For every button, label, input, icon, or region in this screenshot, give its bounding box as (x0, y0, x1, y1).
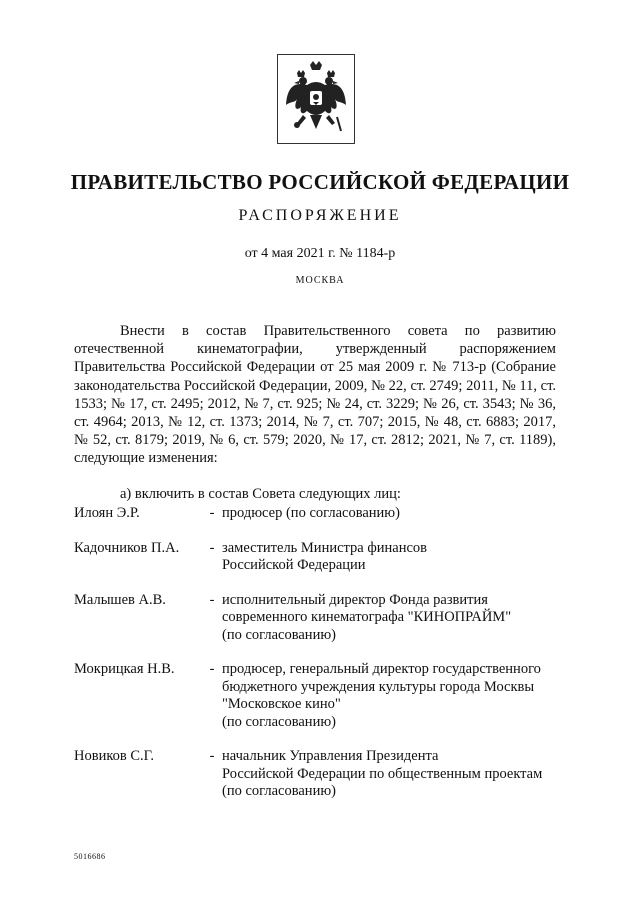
role-line: Российской Федерации по общественным проектам (222, 765, 543, 782)
role-line: (по согласованию) (222, 626, 336, 643)
person-row (74, 748, 574, 801)
person-role (220, 661, 574, 731)
role-line: продюсер (по согласованию) (222, 505, 400, 521)
role-line: бюджетного учреждения культуры города Москвы (222, 678, 535, 695)
person-name: Малышев А.В. (74, 591, 166, 608)
role-line: начальник Управления Президента (222, 748, 439, 764)
role-line: продюсер, генеральный директор государственного (222, 661, 541, 677)
person-role (220, 540, 574, 575)
subclause-a: а) включить в состав Совета следующих лиц: (120, 486, 401, 502)
role-line: заместитель Министра финансов (222, 539, 427, 556)
role-line: "Московское кино" (222, 696, 341, 712)
person-row (74, 592, 574, 645)
role-line: (по согласованию) (222, 783, 336, 799)
person-name: Мокрицкая Н.В. (74, 661, 175, 677)
person-row (74, 661, 574, 731)
role-line: исполнительный директор Фонда развития (222, 591, 488, 608)
dash-separator: - (209, 661, 215, 677)
role-line: Российской Федерации (222, 557, 366, 573)
document-type: РАСПОРЯЖЕНИЕ (238, 207, 402, 224)
person-role (220, 592, 574, 645)
person-name: Илоян Э.Р. (74, 505, 140, 521)
order-intro-paragraph: Внести в состав Правительственного совета по развитию отечественной кинематографии, утвержденный распоряжением Правительства Российской Федерации от 25 мая 2009 г. № 713-р (Собрание законодательства Российской Федерации, 2009, № 22, ст. 2749; 2011, № 11, ст. 1533; № 17, ст. 2495; 2012, № 7, ст. 925; № 24, ст. 3229; № 26, ст. 3543; № 36, ст. 4964; 2013, № 12, ст. 1373; 2014, № 7, ст. 707; 2015, № 48, ст. 6883; 2017, № 52, ст. 8179; 2019, № 6, ст. 579; 2020, № 17, ст. 2812; 2021, № 7, ст. 1189), следующие изменения: (74, 323, 556, 467)
role-line: (по согласованию) (222, 713, 336, 730)
document-date-number: от 4 мая 2021 г. № 1184-р (244, 246, 396, 261)
person-name: Новиков С.Г. (74, 748, 155, 764)
government-title: ПРАВИТЕЛЬСТВО РОССИЙСКОЙ ФЕДЕРАЦИИ (70, 170, 570, 194)
dash-separator: - (209, 539, 215, 556)
role-line: современного кинематографа "КИНОПРАЙМ" (222, 609, 512, 625)
person-row (74, 505, 574, 523)
person-role (220, 505, 574, 523)
state-emblem (277, 54, 355, 144)
persons-list (74, 505, 574, 818)
document-code: 5016686 (74, 852, 106, 861)
person-name: Кадочников П.А. (74, 539, 180, 556)
person-role (220, 748, 574, 801)
dash-separator: - (209, 748, 215, 764)
person-row (74, 540, 574, 575)
dash-separator: - (209, 505, 215, 521)
document-city: МОСКВА (295, 275, 345, 286)
dash-separator: - (209, 591, 215, 608)
double-headed-eagle-emblem-icon (283, 59, 349, 139)
